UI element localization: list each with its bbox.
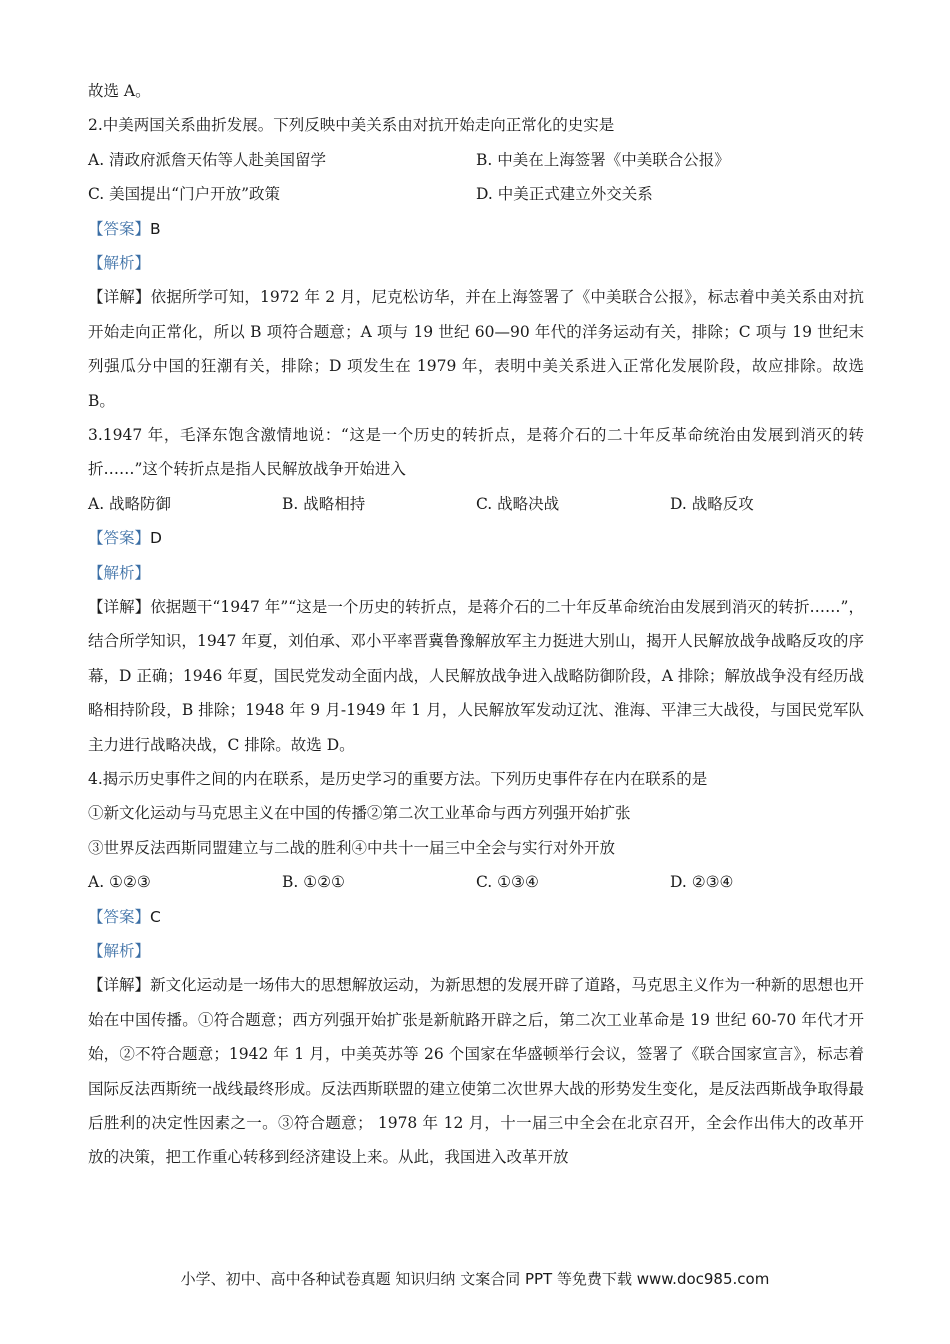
question-2-detail <box>88 280 864 418</box>
question-2-option-a: A. 清政府派詹天佑等人赴美国留学 <box>88 150 327 169</box>
answer-value: D <box>150 529 162 548</box>
page-footer: 小学、初中、高中各种试卷真题 知识归纳 文案合同 PPT 等免费下载 www.doc985.com <box>180 1270 770 1288</box>
document-content <box>88 74 864 1175</box>
question-3-detail <box>88 590 864 762</box>
question-2-option-c: C. 美国提出“门户开放”政策 <box>88 185 281 204</box>
question-4-detail <box>88 968 864 1174</box>
question-3-option-a: A. 战略防御 <box>88 494 172 513</box>
question-4-options <box>88 865 864 899</box>
question-4-option-d: D. ②③④ <box>670 873 734 892</box>
question-4-option-b: B. ①②① <box>282 873 345 892</box>
question-3-option-d: D. 战略反攻 <box>670 494 754 513</box>
question-4-option-c: C. ①③④ <box>476 873 539 892</box>
analysis-tag: 【解析】 <box>88 941 151 960</box>
question-3-options <box>88 487 864 521</box>
question-2-options <box>88 143 864 177</box>
question-2-answer <box>88 212 864 246</box>
question-3-option-c: C. 战略决战 <box>476 494 560 513</box>
question-4-option-a: A. ①②③ <box>88 873 151 892</box>
question-3-analysis <box>88 556 864 590</box>
answer-tag: 【答案】 <box>88 219 151 238</box>
question-3-stem: 3.1947 年，毛泽东饱含激情地说：“这是一个历史的转折点，是蒋介石的二十年反革命统治由发展到消灭的转折……”这个转折点是指人民解放战争开始进入 <box>88 425 864 479</box>
detail-tag: 【详解】 <box>88 976 151 995</box>
analysis-tag: 【解析】 <box>88 563 151 582</box>
question-4-answer <box>88 900 864 934</box>
answer-value: C <box>150 907 161 926</box>
question-2-stem: 2.中美两国关系曲折发展。下列反映中美关系由对抗开始走向正常化的史实是 <box>88 116 615 135</box>
detail-tag: 【详解】 <box>88 597 151 616</box>
question-2-analysis <box>88 246 864 280</box>
question-2-options-row2 <box>88 177 864 211</box>
detail-tag: 【详解】 <box>88 288 151 307</box>
question-3-option-b: B. 战略相持 <box>282 494 366 513</box>
detail-text: 新文化运动是一场伟大的思想解放运动，为新思想的发展开辟了道路，马克思主义作为一种新的思想也开始在中国传播。①符合题意；西方列强开始扩张是新航路开辟之后，第二次工业革命是 19 世纪 60-70 年代才开始，②不符合题意；1942 年 1 月，中美英苏等 26 个国家在华盛顿举行会议，签署了《联合国家宣言》，标志着国际反法西斯统一战线最终形成。反法西斯联盟的建立使第二次世界大战的形势发生变化，是反法西斯战争取得最后胜利的决定性因素之一。③符合题意； 1978 年 12 月，十一届三中全会在北京召开，全会作出伟大的改革开放的决策，把工作重心转移到经济建设上来。从此，我国进入改革开放 <box>88 976 864 1167</box>
answer-tag: 【答案】 <box>88 529 151 548</box>
detail-text: 依据所学可知，1972 年 2 月，尼克松访华，并在上海签署了《中美联合公报》，标志着中美关系由对抗开始走向正常化，所以 B 项符合题意；A 项与 19 世纪 60—90 年代的洋务运动有关，排除；C 项与 19 世纪末列强瓜分中国的狂潮有关，排除；D 项发生在 1979 年，表明中美关系进入正常化发展阶段，故应排除。故选 B。 <box>88 288 864 410</box>
intro-line: 故选 A。 <box>88 82 151 100</box>
question-3-answer <box>88 521 864 555</box>
question-2-option-b: B. 中美在上海签署《中美联合公报》 <box>476 150 730 169</box>
question-2-option-d: D. 中美正式建立外交关系 <box>476 185 653 204</box>
question-4-items-line-1: ①新文化运动与马克思主义在中国的传播②第二次工业革命与西方列强开始扩张 <box>88 804 631 823</box>
question-4-items-line-2: ③世界反法西斯同盟建立与二战的胜利④中共十一届三中全会与实行对外开放 <box>88 838 616 857</box>
analysis-tag: 【解析】 <box>88 253 151 272</box>
question-4-analysis <box>88 934 864 968</box>
question-4-stem: 4.揭示历史事件之间的内在联系，是历史学习的重要方法。下列历史事件存在内在联系的是 <box>88 769 708 788</box>
answer-tag: 【答案】 <box>88 907 151 926</box>
detail-text: 依据题干“1947 年”“这是一个历史的转折点，是蒋介石的二十年反革命统治由发展到消灭的转折……”，结合所学知识，1947 年夏，刘伯承、邓小平率晋冀鲁豫解放军主力挺进大别山，揭开人民解放战争战略反攻的序幕，D 正确；1946 年夏，国民党发动全面内战，人民解放战争进入战略防御阶段，A 排除；解放战争没有经历战略相持阶段，B 排除；1948 年 9 月-1949 年 1 月，人民解放军发动辽沈、淮海、平津三大战役，与国民党军队主力进行战略决战，C 排除。故选 D。 <box>88 597 864 754</box>
answer-value: B <box>150 219 161 238</box>
